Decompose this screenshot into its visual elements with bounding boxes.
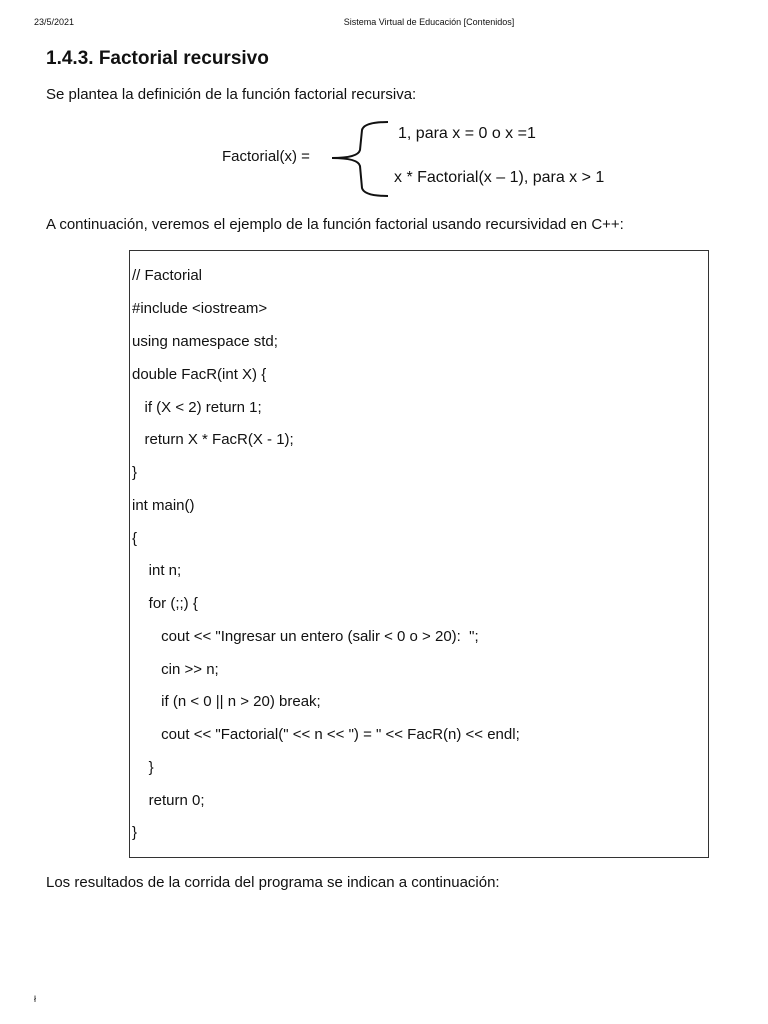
code-line: // Factorial [132,267,203,284]
code-line: if (n < 0 || n > 20) break; [132,693,321,710]
code-intro-paragraph: A continuación, veremos el ejemplo de la función factorial usando recursividad en C++: [46,216,624,233]
code-listing [129,250,709,858]
section-heading: 1.4.3. Factorial recursivo [46,48,269,69]
code-line: cout << "Ingresar un entero (salir < 0 o > 20): "; [132,628,479,645]
results-paragraph: Los resultados de la corrida del programa se indican a continuación: [46,874,500,891]
code-line: int main() [132,497,195,514]
formula-case-2: x * Factorial(x – 1), para x > 1 [394,169,605,186]
code-line: } [132,464,138,481]
code-line: double FacR(int X) { [132,366,267,383]
intro-paragraph: Se plantea la definición de la función factorial recursiva: [46,86,417,103]
footer-mark: ł [34,994,36,1004]
code-line: cout << "Factorial(" << n << ") = " << FacR(n) << endl; [132,726,520,743]
code-line: } [132,824,138,841]
factorial-formula [0,118,768,208]
code-line: if (X < 2) return 1; [132,399,262,416]
curly-brace-icon [330,118,392,200]
code-line: using namespace std; [132,333,278,350]
formula-left: Factorial(x) = [222,148,310,165]
header-date: 23/5/2021 [34,17,75,27]
formula-case-1: 1, para x = 0 o x =1 [398,125,536,142]
code-line: for (;;) { [132,595,198,612]
code-line: { [132,530,138,547]
code-line: cin >> n; [132,661,219,678]
header-title: Sistema Virtual de Educación [Contenidos] [343,17,515,27]
code-line: #include <iostream> [132,300,268,317]
code-line: } [132,759,154,776]
code-line: return X * FacR(X - 1); [132,431,294,448]
code-line: return 0; [132,792,205,809]
code-line: int n; [132,562,182,579]
